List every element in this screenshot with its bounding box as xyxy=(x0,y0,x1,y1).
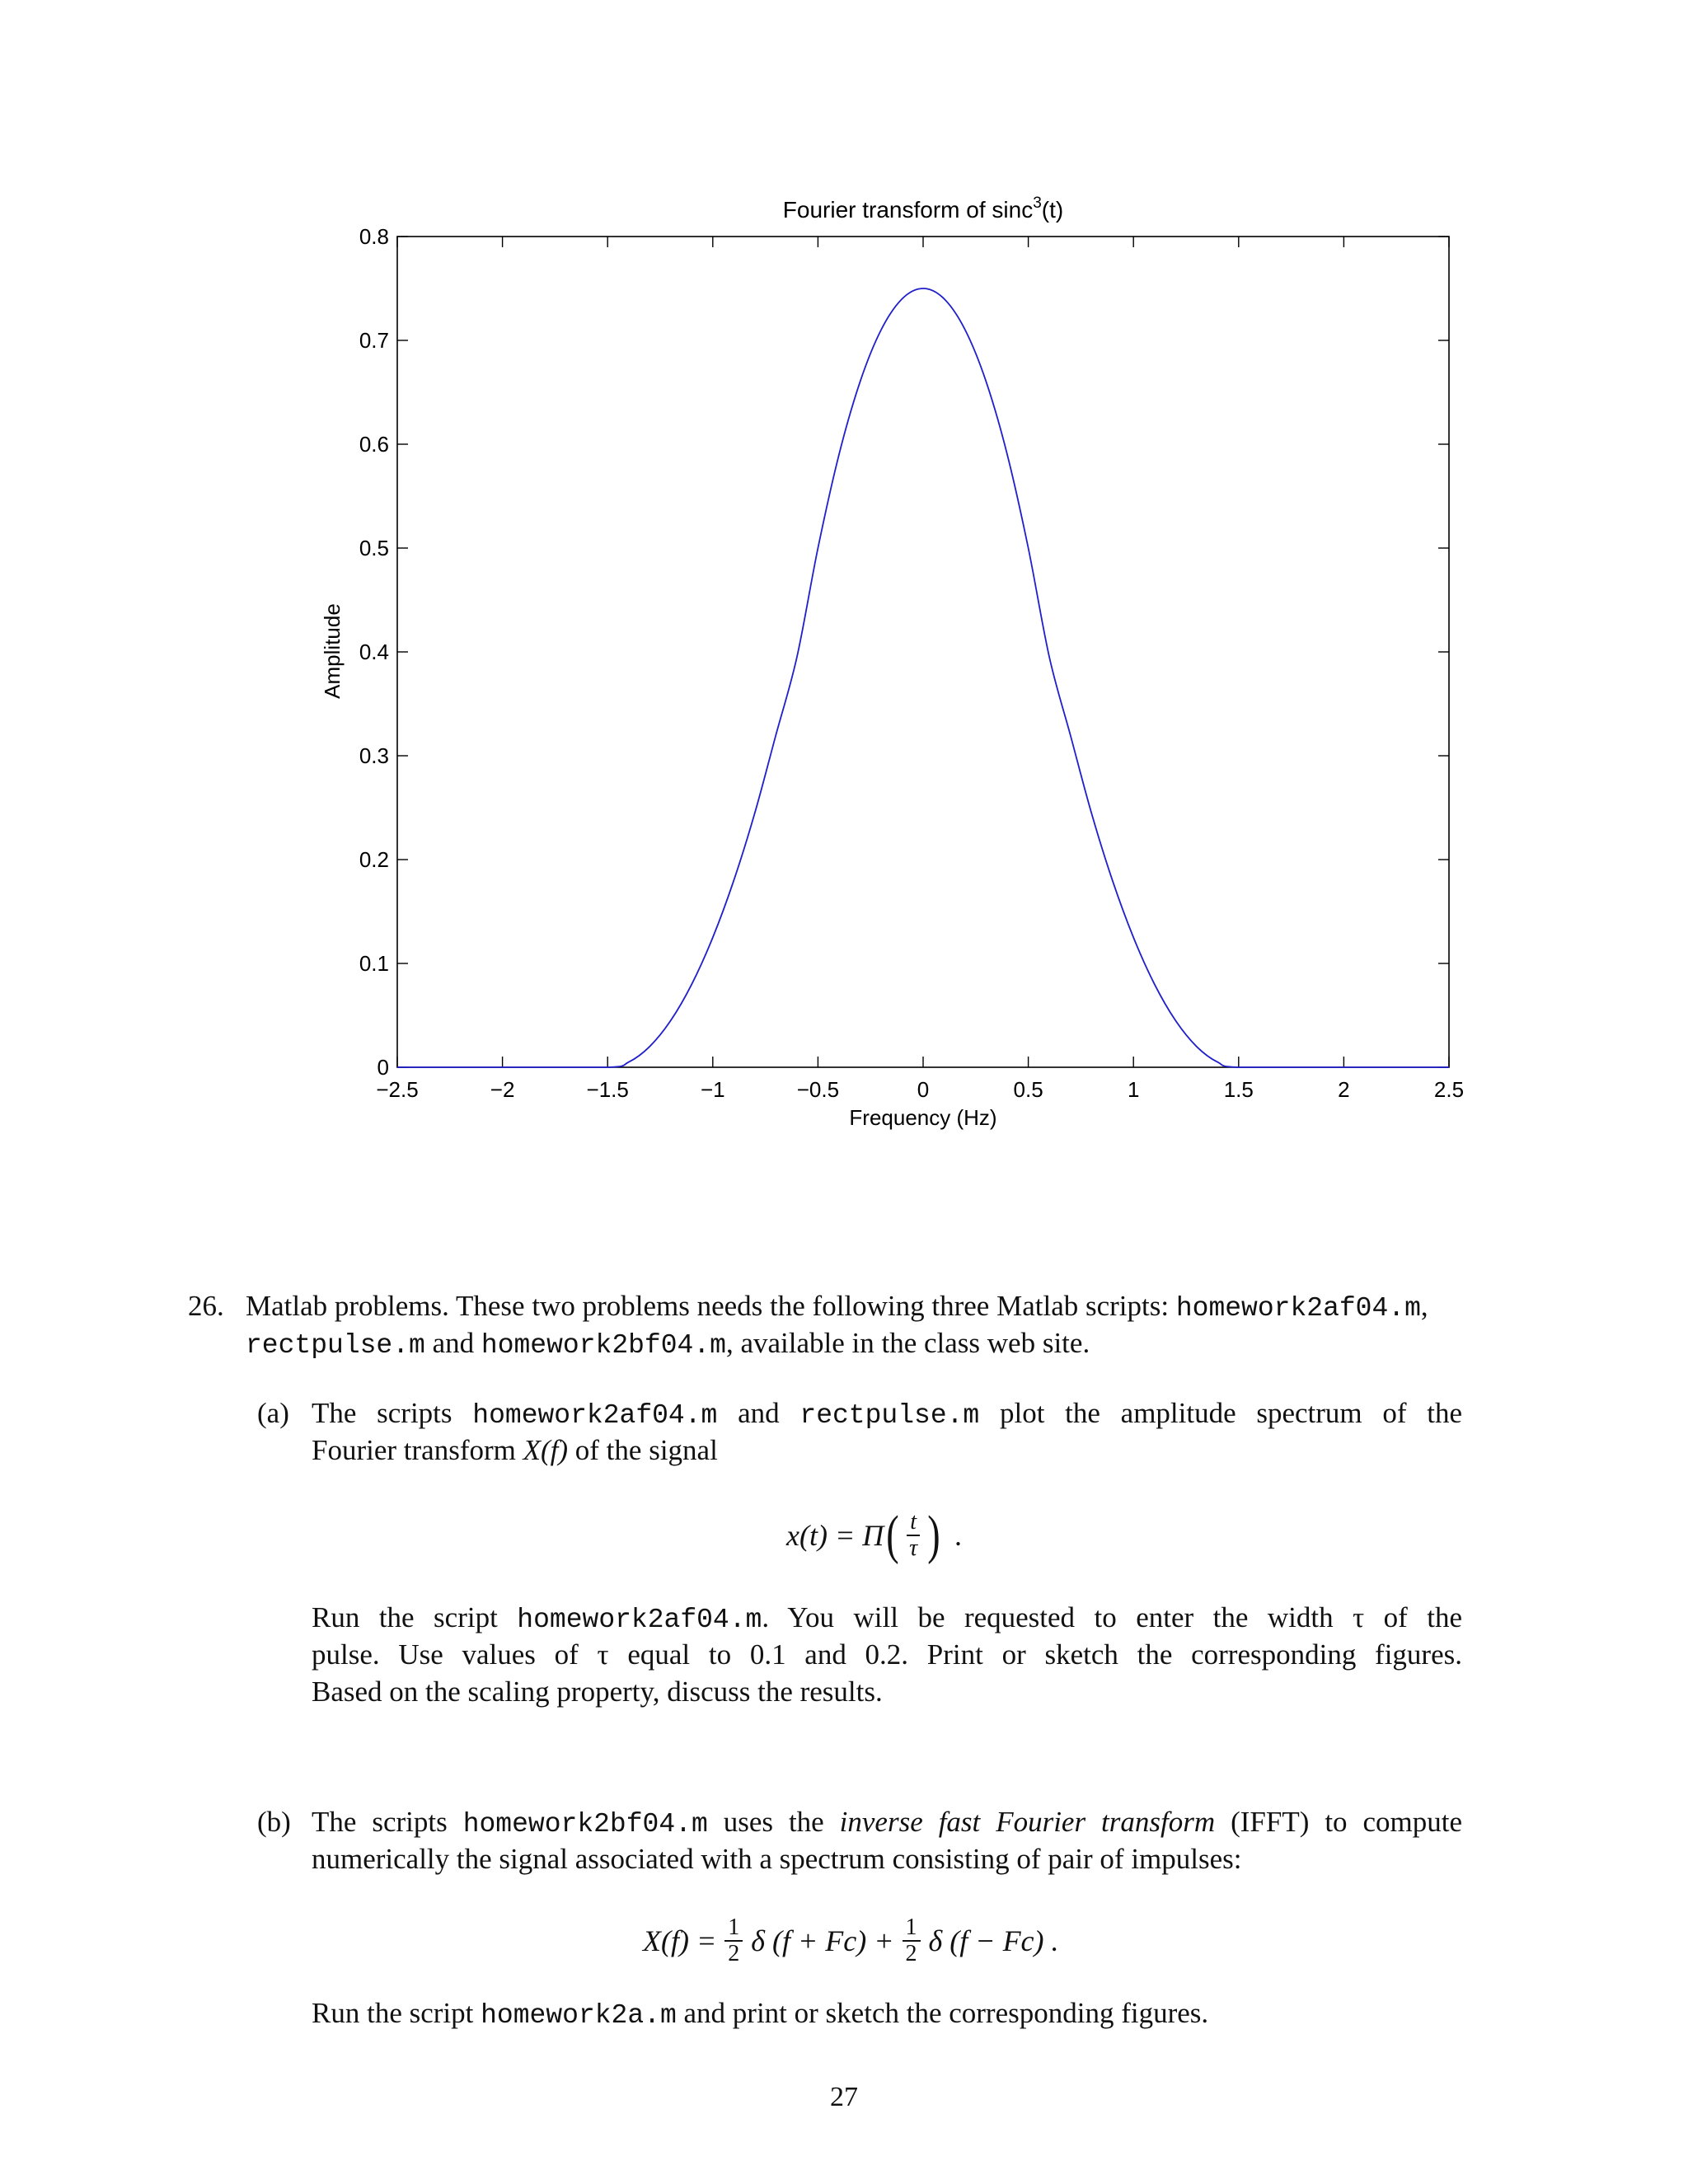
frac-den: τ xyxy=(909,1535,918,1561)
fraction-half xyxy=(724,1915,743,1966)
intro-text: Matlab problems. These two problems needs the following three Matlab scripts: xyxy=(246,1290,1170,1322)
and-word: and xyxy=(432,1327,475,1359)
fraction xyxy=(907,1510,920,1561)
y-tick-label: 0.4 xyxy=(359,640,389,664)
x-tick-label: −2 xyxy=(490,1077,515,1102)
text: Run the script xyxy=(312,1601,498,1633)
script-name: rectpulse.m xyxy=(799,1400,980,1431)
frac-num: 1 xyxy=(903,1915,921,1942)
y-tick-label: 0.6 xyxy=(359,432,389,457)
series-group xyxy=(397,288,1449,1067)
text: and print or sketch the corresponding figures. xyxy=(683,1997,1209,2029)
italic-term: inverse fast Fourier transform xyxy=(839,1806,1216,1838)
text: The scripts xyxy=(312,1397,452,1429)
script-name: homework2af04.m xyxy=(1175,1293,1421,1324)
y-tick-label: 0.3 xyxy=(359,743,389,768)
paren-close: ) xyxy=(927,1505,940,1565)
y-tick-label: 0.7 xyxy=(359,328,389,353)
eq-term-1: δ (f + Fc) + xyxy=(751,1924,894,1957)
frac-den: 2 xyxy=(905,1941,917,1966)
script-name: homework2bf04.m xyxy=(481,1330,726,1361)
page-number: 27 xyxy=(830,2082,858,2112)
script-name: homework2a.m xyxy=(481,2000,677,2031)
frac-num: 1 xyxy=(724,1915,743,1942)
paren-open: ( xyxy=(886,1505,899,1565)
script-name: homework2bf04.m xyxy=(462,1809,708,1840)
y-tick-label: 0.5 xyxy=(359,536,389,560)
part-a-line-2 xyxy=(312,1432,1462,1469)
x-tick-label: 2 xyxy=(1338,1077,1350,1102)
x-tick-label: −2.5 xyxy=(376,1077,419,1102)
problem-intro-line-1 xyxy=(246,1287,1550,1327)
frac-num: t xyxy=(907,1510,920,1536)
y-tick-label: 0.2 xyxy=(359,847,389,872)
chart-title-sup: 3 xyxy=(1033,194,1042,212)
part-a-run-line-1 xyxy=(312,1599,1462,1638)
script-name: homework2af04.m xyxy=(472,1400,718,1431)
y-axis-label: Amplitude xyxy=(320,603,345,699)
part-b-run-line xyxy=(312,1994,1462,2034)
x-tick-label: 1.5 xyxy=(1223,1077,1254,1102)
math-xf: X(f) xyxy=(523,1434,569,1466)
intro-tail: , available in the class web site. xyxy=(725,1327,1090,1359)
chart-title-main: Fourier transform of sinc xyxy=(782,197,1034,223)
eq-lhs: x(t) = Π xyxy=(786,1519,884,1552)
x-tick-label: 0.5 xyxy=(1013,1077,1043,1102)
part-a-line-1 xyxy=(312,1394,1462,1434)
text: and xyxy=(738,1397,780,1429)
y-tick-label: 0.1 xyxy=(359,951,389,976)
x-tick-label: −1.5 xyxy=(586,1077,629,1102)
equation-x-of-f xyxy=(643,1896,1059,1986)
y-tick-label: 0.8 xyxy=(359,224,389,249)
text: (IFFT) to compute xyxy=(1231,1806,1463,1838)
x-tick-label: 1 xyxy=(1127,1077,1140,1102)
x-tick-label: 0 xyxy=(917,1077,930,1102)
x-tick-label: −0.5 xyxy=(796,1077,840,1102)
part-a-run-line-2: pulse. Use values of τ equal to 0.1 and 0.2. Print or sketch the corresponding figures. xyxy=(312,1638,1462,1671)
x-axis-label: Frequency (Hz) xyxy=(849,1105,997,1130)
x-tick-label: −1 xyxy=(700,1077,725,1102)
text: of the signal xyxy=(574,1434,718,1466)
script-name: rectpulse.m xyxy=(246,1330,425,1361)
equation-x-of-t xyxy=(786,1490,962,1581)
comma: , xyxy=(1420,1290,1428,1322)
chart-title xyxy=(783,194,1063,223)
fraction-half xyxy=(903,1915,921,1966)
text: The scripts xyxy=(312,1806,448,1838)
eq-lhs: X(f) = xyxy=(643,1924,717,1957)
eq-period: . xyxy=(954,1519,962,1552)
text: Run the script xyxy=(312,1997,474,2029)
text: . You will be requested to enter the width τ of the xyxy=(762,1601,1462,1633)
part-b-label: (b) xyxy=(257,1806,291,1838)
problem-number: 26. xyxy=(188,1290,224,1322)
axis-ticks xyxy=(397,237,1449,1067)
x-tick-label: 2.5 xyxy=(1433,1077,1465,1102)
y-tick-label: 0 xyxy=(377,1055,389,1080)
frac-den: 2 xyxy=(728,1941,740,1966)
text: plot the amplitude spectrum of the xyxy=(999,1397,1463,1429)
part-b-line-2: numerically the signal associated with a spectrum consisting of pair of impulses: xyxy=(312,1843,1242,1875)
part-a-label: (a) xyxy=(257,1397,289,1429)
chart-title-tail: (t) xyxy=(1041,197,1064,223)
plot-border xyxy=(397,237,1449,1067)
part-a-run-line-3: Based on the scaling property, discuss the results. xyxy=(312,1675,883,1708)
eq-term-2: δ (f − Fc) . xyxy=(928,1924,1059,1957)
problem-intro-line-2 xyxy=(246,1324,1550,1364)
text: uses the xyxy=(723,1806,824,1838)
axis-tick-labels xyxy=(359,224,1464,1102)
plot-frame xyxy=(397,237,1449,1067)
part-b-line-1 xyxy=(312,1803,1462,1843)
script-name: homework2af04.m xyxy=(517,1605,762,1635)
text: Fourier transform xyxy=(312,1434,516,1466)
series-line xyxy=(397,288,1449,1067)
